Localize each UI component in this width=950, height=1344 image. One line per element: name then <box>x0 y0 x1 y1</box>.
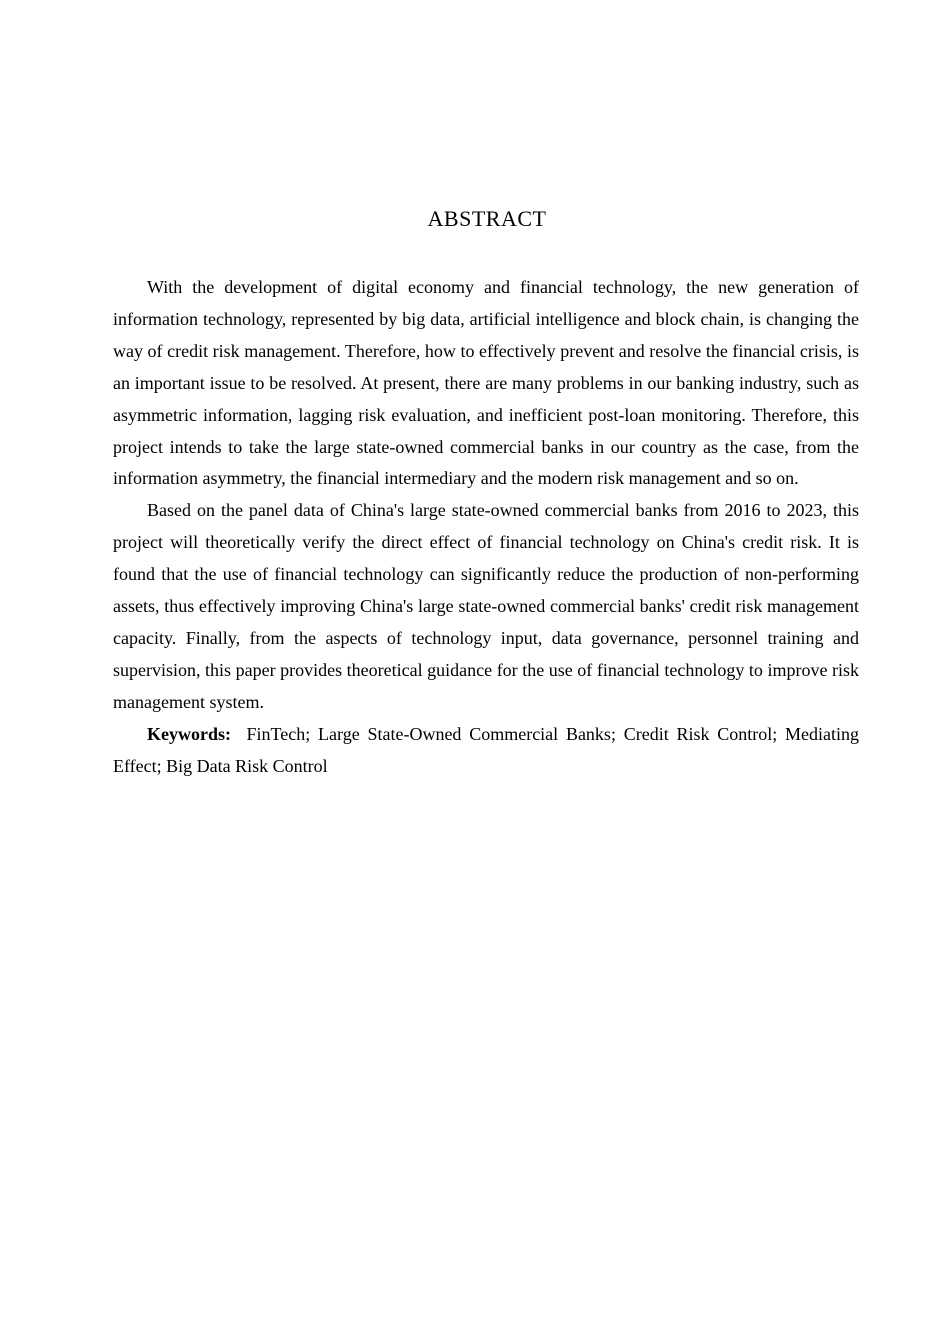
keywords-text: FinTech; Large State-Owned Commercial Banks; Credit Risk Control; Mediating Effect; Big Data Risk Control <box>113 723 860 776</box>
abstract-body <box>113 272 859 783</box>
abstract-paragraph-1: With the development of digital economy and financial technology, the new generation of information technology, represented by big data, artificial intelligence and block chain, is changing the way of credit risk management. Therefore, how to effectively prevent and resolve the financial crisis, is an important issue to be resolved. At present, there are many problems in our banking industry, such as asymmetric information, lagging risk evaluation, and inefficient post-loan monitoring. Therefore, this project intends to take the large state-owned commercial banks in our country as the case, from the information asymmetry, the financial intermediary and the modern risk management and so on. <box>113 277 859 489</box>
keywords-label: Keywords: <box>147 723 231 744</box>
abstract-title: ABSTRACT <box>427 206 547 231</box>
keywords-line <box>113 719 859 783</box>
abstract-paragraph-2: Based on the panel data of China's large state-owned commercial banks from 2016 to 2023, this project will theoretically verify the direct effect of financial technology on China's credit risk. It is found that the use of financial technology can significantly reduce the production of non-performing assets, thus effectively improving China's large state-owned commercial banks' credit risk management capacity. Finally, from the aspects of technology input, data governance, personnel training and supervision, this paper provides theoretical guidance for the use of financial technology to improve risk management system. <box>113 500 859 712</box>
